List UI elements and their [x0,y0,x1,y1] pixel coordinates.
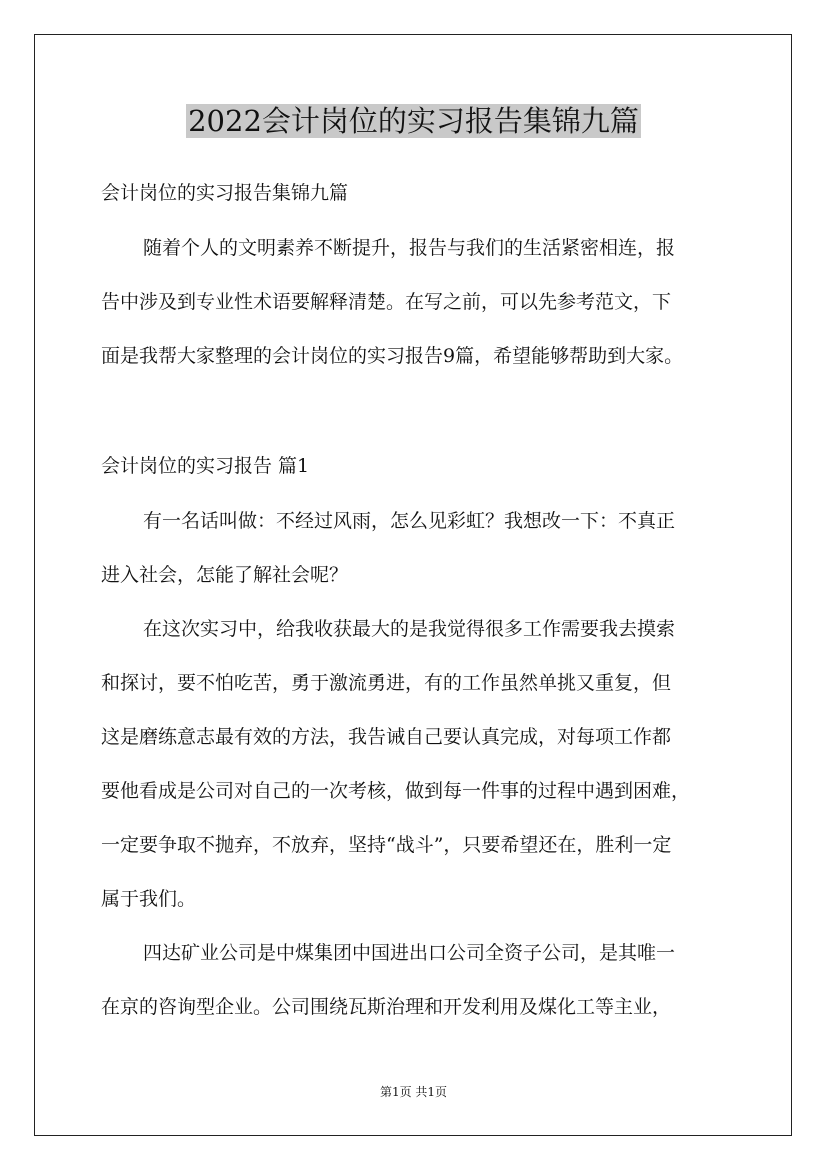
intro-line-1: 随着个人的文明素养不断提升，报告与我们的生活紧密相连，报 [143,237,676,259]
document-subtitle: 会计岗位的实习报告集锦九篇 [101,182,349,204]
para2-line-6: 属于我们。 [101,888,197,910]
para3-line-2: 在京的咨询型企业。公司围绕瓦斯治理和开发利用及煤化工等主业， [101,996,672,1018]
para2-line-1: 在这次实习中，给我收获最大的是我觉得很多工作需要我去摸索 [143,618,676,640]
para2-line-2: 和探讨，要不怕吃苦，勇于激流勇进，有的工作虽然单挑又重复，但 [101,672,672,694]
para2-line-3: 这是磨练意志最有效的方法，我告诫自己要认真完成，对每项工作都 [101,726,672,748]
document-title [0,98,827,144]
intro-line-3: 面是我帮大家整理的会计岗位的实习报告9篇，希望能够帮助到大家。 [101,345,684,367]
para3-line-1: 四达矿业公司是中煤集团中国进出口公司全资子公司，是其唯一 [143,942,676,964]
section-heading: 会计岗位的实习报告 篇1 [101,455,310,477]
para1-line-2: 进入社会，怎能了解社会呢？ [101,564,349,586]
intro-line-2: 告中涉及到专业性术语要解释清楚。在写之前，可以先参考范文，下 [101,291,672,313]
para2-line-4: 要他看成是公司对自己的一次考核，做到每一件事的过程中遇到困难， [101,780,691,802]
page-footer: 第1页 共1页 [379,1085,448,1099]
para2-line-5: 一定要争取不抛弃，不放弃，坚持“战斗”，只要希望还在，胜利一定 [101,834,672,856]
document-title-text: 2022会计岗位的实习报告集锦九篇 [188,104,639,138]
para1-line-1: 有一名话叫做：不经过风雨，怎么见彩虹？我想改一下：不真正 [143,510,676,532]
